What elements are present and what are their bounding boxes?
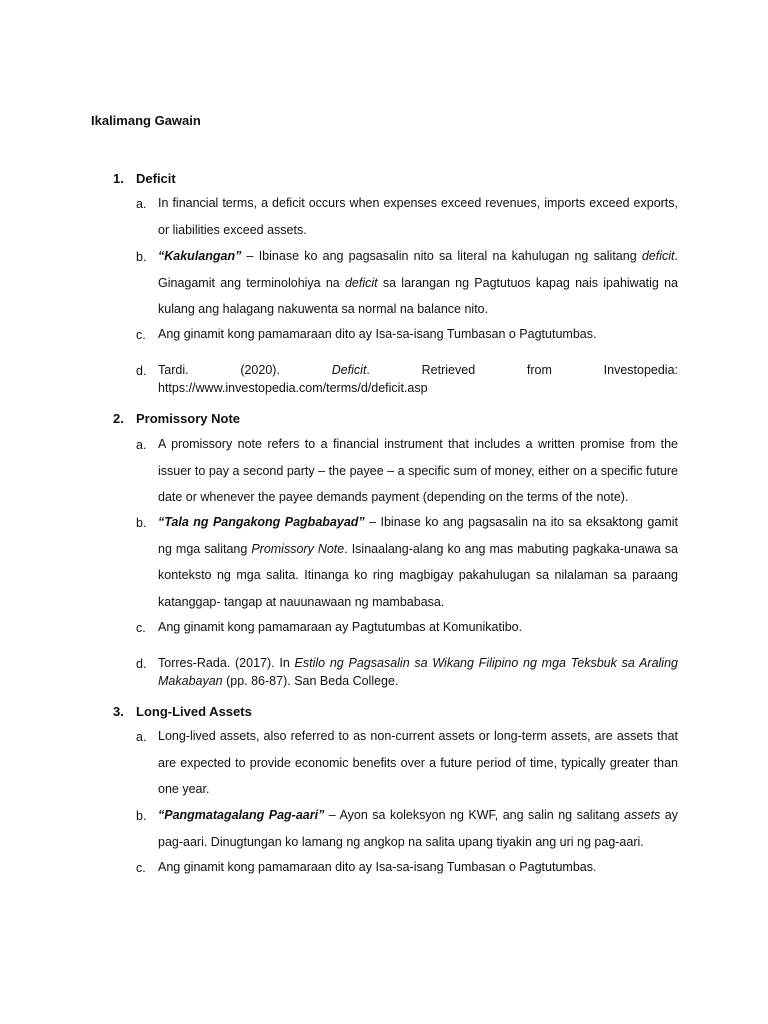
item-number: 2. <box>113 411 124 426</box>
italic-run: Promissory Note <box>251 541 345 556</box>
italic-run: Deficit <box>331 363 367 377</box>
text-run: ay pag-aari. Dinugtungan ko lamang ng angkop na salita upang tiyakin ang uri ng pag-aari. <box>158 808 678 849</box>
sub-letter: d. <box>136 657 147 671</box>
method-text: Ang ginamit kong pamamaraan dito ay Isa-sa-isang Tumbasan o Pagtutumbas. <box>158 860 597 874</box>
italic-run: deficit <box>641 249 675 263</box>
translation-text <box>158 802 678 855</box>
sub-letter: a. <box>136 197 147 211</box>
method-text: Ang ginamit kong pamamaraan dito ay Isa-sa-isang Tumbasan o Pagtutumbas. <box>158 327 597 341</box>
translated-term: “Pangmatagalang Pag-aari” <box>158 808 325 822</box>
text-run: Tardi. (2020). <box>158 363 332 377</box>
italic-run: Estilo ng Pagsasalin sa Wikang Filipino ng mga Teksbuk sa Araling Makabayan <box>158 656 678 688</box>
text-run: sa larangan ng Pagtutuos kapag nais ipahiwatig na kulang ang halagang nakuwenta sa normal na balance nito. <box>158 275 678 316</box>
item-title: Deficit <box>136 171 176 186</box>
sub-letter: d. <box>136 364 147 378</box>
translated-term: “Kakulangan” <box>158 249 242 263</box>
item-number: 1. <box>113 171 124 186</box>
text-run: Torres-Rada. (2017). In <box>158 656 295 670</box>
reference-text <box>158 654 678 690</box>
italic-run: assets <box>624 808 661 822</box>
definition-text: Long-lived assets, also referred to as non-current assets or long-term assets, are assets that are expected to provide economic benefits over a future period of time, typically greater than one year. <box>158 729 678 796</box>
method-text: Ang ginamit kong pamamaraan ay Pagtutumbas at Komunikatibo. <box>158 620 523 634</box>
page-title: Ikalimang Gawain <box>91 113 201 128</box>
text-run: – Ayon sa koleksyon ng KWF, ang salin ng salitang <box>324 808 625 822</box>
text-run: . Retrieved from Investopedia: https://www.investopedia.com/terms/d/deficit.asp <box>158 363 679 395</box>
translated-term: “Tala ng Pangakong Pagbabayad” <box>158 515 365 529</box>
reference-text <box>158 361 678 397</box>
text-run: – Ibinase ko ang pagsasalin na ito sa eksaktong gamit ng mga salitang <box>158 515 678 556</box>
translation-text <box>158 509 678 615</box>
sub-letter: b. <box>136 809 147 823</box>
text-run: . Ginagamit ang terminolohiya na <box>158 249 678 290</box>
item-title: Long-Lived Assets <box>136 704 252 719</box>
definition-text: A promissory note refers to a financial instrument that includes a written promise from the issuer to pay a second party – the payee – a specific sum of money, either on a specific future date or whenever the payee demands payment (depending on the terms of the note). <box>158 437 678 504</box>
item-title: Promissory Note <box>136 411 241 426</box>
sub-letter: b. <box>136 516 147 530</box>
sub-letter: c. <box>136 621 146 635</box>
sub-letter: b. <box>136 250 147 264</box>
item-number: 3. <box>113 704 124 719</box>
italic-run: deficit <box>344 275 378 290</box>
text-run: . Isinaalang-alang ko ang mas mabuting pagkaka-unawa sa konteksto ng mga salita. Itinanga ko ring magbigay pakahulugan sa nilalaman sa paraang katanggap- tangap at nauunawaan ng mambabasa. <box>158 541 678 609</box>
text-run: – Ibinase ko ang pagsasalin nito sa literal na kahulugan ng salitang <box>241 249 642 263</box>
text-run: (pp. 86-87). San Beda College. <box>222 674 399 688</box>
sub-letter: a. <box>136 730 147 744</box>
definition-text: In financial terms, a deficit occurs when expenses exceed revenues, imports exceed exports, or liabilities exceed assets. <box>158 196 678 237</box>
translation-text <box>158 243 678 323</box>
sub-letter: c. <box>136 861 146 875</box>
sub-letter: a. <box>136 438 147 452</box>
sub-letter: c. <box>136 328 146 342</box>
